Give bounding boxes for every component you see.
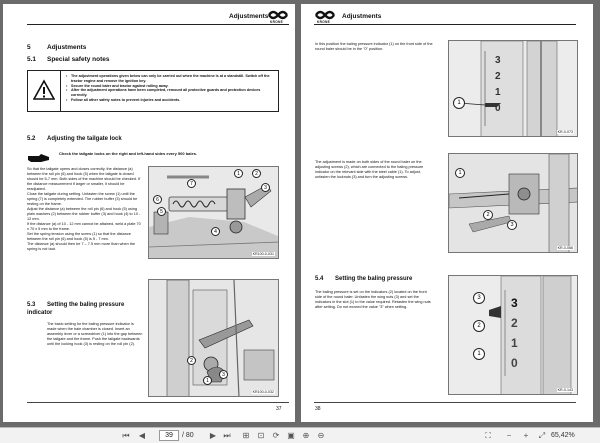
pointing-hand-icon	[27, 150, 51, 160]
callout-1: 1	[455, 168, 465, 178]
callout-7: 7	[187, 179, 196, 188]
zoom-in-icon[interactable]: ⊕	[302, 431, 310, 440]
logo-text: KRONE	[270, 20, 284, 24]
figure-caption: KR100-0-032	[252, 390, 274, 394]
callout-5: 5	[157, 207, 166, 216]
warning-item: • Follow all other safety notes to prevent injuries and accidents.	[66, 98, 276, 103]
adjusting-screw-figure	[448, 153, 578, 253]
zoom-out-icon[interactable]: ⊖	[317, 431, 325, 440]
next-page-icon[interactable]: ▶	[209, 431, 217, 440]
figure-caption: KR100-0-031	[252, 252, 274, 256]
previous-page-icon[interactable]: ◀	[138, 431, 146, 440]
tailgate-heading: 5.2 Adjusting the tailgate lock	[27, 136, 122, 142]
pressure-scale-figure	[448, 275, 578, 395]
left-page	[3, 4, 295, 422]
pressure-indicator-figure	[448, 40, 578, 137]
page-total: / 80	[182, 432, 194, 439]
logo-text: KRONE	[317, 20, 331, 24]
callout-3: 3	[219, 370, 228, 379]
viewer-toolbar	[0, 427, 600, 443]
indicator-zero-text: In this position the baling pressure indicator (1) on the front side of the round baler should be in the "0" position.	[315, 42, 433, 51]
callout-3: 3	[261, 183, 270, 192]
maintenance-notice: Check the tailgate locks on the right and left-hand sides every 500 bales.	[59, 151, 198, 156]
callout-4: 4	[211, 227, 220, 236]
scale-mark-3: 3	[495, 55, 502, 66]
adjusting-screws-text: The adjustment is made on both sides of the round baler on the adjusting screws (2), which are connected to the baling pressure indicator on the relevant side with the steel cable (1). To adjust, unfasten the locknuts (3) and turn the adjusting screws.	[315, 160, 424, 179]
page-number-input[interactable]: 39	[159, 430, 179, 441]
indicator-instructions: The basic setting for the baling pressure indicator is made when the bale chamber is closed. Insert an assembly lever or a screwdriver (1) into the gap between the tailgate and the frame. Push the tailgate backwards until the locking hook (3) is resting on the roll pin (2).	[47, 322, 143, 346]
scale-mark-0: 0	[495, 103, 501, 114]
callout-2: 2	[252, 169, 261, 178]
callout-3: 3	[507, 220, 517, 230]
scale-mark-1: 1	[495, 87, 501, 98]
scale-mark-0: 0	[511, 356, 518, 370]
figure-caption: KR-0-066	[557, 246, 573, 250]
fit-width-icon[interactable]: ⊡	[257, 431, 265, 440]
fullscreen-icon[interactable]: ⛶	[485, 431, 491, 440]
header-title: Adjustments	[342, 13, 382, 20]
callout-2: 2	[483, 210, 493, 220]
tailgate-instructions: So that the tailgate opens and closes correctly, the distance (a) between the roll pin (6) and hook (5) when the tailgate is closed should be 5-7 mm. Both sides of the machine should be checked. If the distance measurement if larger or smaller, it should be readjusted. Close the tailgate during setting. Unfasten the screw (1) until the spring (7) is completely extended. The rubber buffer (3) should be resting on the frame. Adjust the distance (a) between the roll pin (6) and hook (5) using plain washers (2) between the rubber buffer (3) and hook (4) to 10 - 12 mm. If the distance (a) of 10 - 12 mm cannot be attained, weld a plate 70 x 70 x 5 mm to the frame. Set the spring tension using the screw (1) so that the distance between the roll pin (6) and hook (5) is 5 - 7 mm. The distance (a) should then be 7 – 7.5 mm more than when the spring is not taut.	[27, 167, 141, 251]
callout-1: 1	[234, 169, 243, 178]
indicator-heading: 5.3 Setting the baling pressure indicator	[27, 302, 125, 316]
zoom-out-button-icon[interactable]: −	[506, 431, 512, 440]
warning-item: • Secure the round baler and tractor against rolling away.	[66, 84, 276, 89]
header-rule	[27, 24, 289, 25]
indicator-setting-figure	[148, 279, 279, 397]
zoom-in-button-icon[interactable]: +	[523, 431, 529, 440]
scale-mark-2: 2	[495, 71, 501, 82]
callout-6: 6	[153, 195, 162, 204]
page-number: 38	[315, 406, 321, 412]
pressure-instructions: The baling pressure is set on the indicators (2) located on the front side of the round baler. Unfasten the wing nuts (3) and set the indicators in the slot (1) to the value required. Retasten the wing nuts after setting. Do not exceed the value "3" when setting.	[315, 290, 431, 309]
warning-item: • After the adjustment operations have been completed, remount all protective guards and protection devices correctly.	[66, 88, 276, 98]
header-title: Adjustments	[229, 13, 269, 20]
figure-caption: KR-0-143	[557, 388, 573, 392]
safety-heading: 5.1 Special safety notes	[27, 56, 110, 63]
callout-1: 1	[453, 97, 465, 109]
rotate-icon[interactable]: ⟳	[272, 431, 280, 440]
section-heading: 5 Adjustments	[27, 44, 87, 51]
first-page-icon[interactable]: ⏮	[122, 431, 130, 440]
page-number: 37	[276, 406, 282, 412]
scale-mark-2: 2	[511, 316, 518, 330]
header-rule	[314, 24, 576, 25]
figure-caption: KR-0-073	[557, 130, 573, 134]
pressure-heading: 5.4 Setting the baling pressure	[315, 276, 413, 282]
scale-mark-1: 1	[511, 336, 518, 350]
scale-mark-3: 3	[511, 296, 518, 310]
right-page	[301, 4, 593, 422]
callout-3: 3	[473, 292, 485, 304]
warning-triangle-icon	[33, 79, 55, 101]
warning-box	[27, 70, 279, 112]
callout-1: 1	[473, 348, 485, 360]
callout-1: 1	[203, 376, 212, 385]
last-page-icon[interactable]: ⏭	[223, 431, 231, 440]
crop-icon[interactable]: ▣	[287, 431, 295, 440]
zoom-fit-icon[interactable]: ⤢	[538, 431, 546, 440]
warning-list	[66, 74, 276, 103]
callout-2: 2	[473, 320, 485, 332]
zoom-level[interactable]: 65,42%	[551, 432, 575, 439]
tailgate-lock-figure	[148, 166, 279, 259]
fit-page-icon[interactable]: ⊞	[242, 431, 250, 440]
warning-item: • The adjustment operations given below can only be carried out when the machine is at a standstill. Switch off the tractor engine and remove the ignition key.	[66, 74, 276, 84]
callout-2: 2	[187, 356, 196, 365]
